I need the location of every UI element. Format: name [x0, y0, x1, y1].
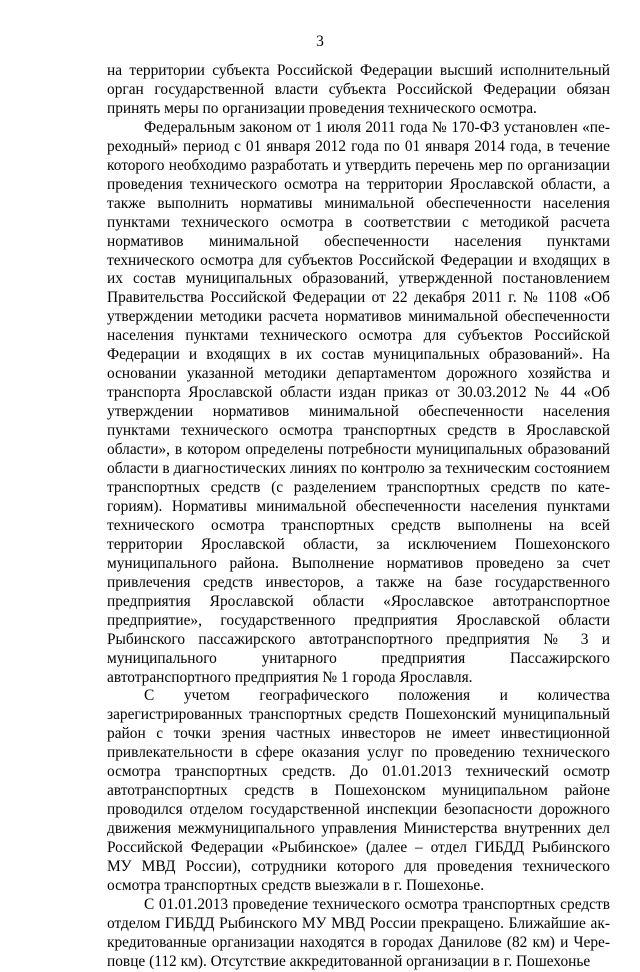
paragraph-continuation: на территории субъекта Российской Федерации высший исполнительный орган государственной власти субъекта Российской Федерации обязан принять меры по организации проведения технического осмотра. [107, 62, 610, 117]
paragraph-federal-law: Федеральным законом от 1 июля 2011 года № 170-ФЗ установлен «переходный» период с 01 января 2012 года по 01 января 2014 года, в течение которого необходимо разработать и утвердить перечень мер по организации проведения технического осмотра на территории Ярославской области, а также выполнить нормативы минимальной обеспеченности населения пунктами технического осмотра в соответствии с методикой расчета нормативов минимальной обеспеченности населения пунктами технического осмотра для субъектов Российской Федерации и входящих в их состав муниципальных образований, утвержденной постановлением Правительства Российской Федерации от 22 декабря 2011 г. № 1108 «Об утверждении методики расчета нормативов минимальной обеспеченности населения пунктами технического осмотра для субъектов Российской Федерации и входящих в их состав муниципальных образований». На основании указанной методики департаментом дорожного хозяйства и транспорта Ярославской области издан приказ от 30.03.2012 № 44 «Об утверждении нормативов минимальной обеспеченности населения пунктами технического осмотра транспортных средств в Ярославской области», в котором определены потребности муниципальных образований области в диагностических линиях по контролю за техническим состоянием транспортных средств (с разделением транспортных средств по категориям). Нормативы минимальной обеспеченности населения пунктами технического осмотра транспортных средств выполнены на всей территории Ярославской области, за исключением Пошехонского муниципального района. Выполнение нормативов проведено за счет привлечения средств инвесторов, а также на базе государственного предприятия Ярославской области «Ярославское автотранспортное предприятие», государственного предприятия Ярославской области Рыбинского пассажирского автотранспортного предприятия № 3 и муниципального унитарного предприятия Пассажирского автотранспортного предприятия № 1 города Ярославля. [107, 118, 610, 686]
paragraph-accreditation: С 01.01.2013 проведение технического осмотра транспортных средств отделом ГИБДД Рыбинского МУ МВД России прекращено. Ближайшие аккредитованные организации находятся в городах Данилове (82 км) и Череповце (112 км). Отсутствие аккредитованной организации в г. Пошехонье [107, 895, 610, 970]
body-text [107, 62, 610, 972]
paragraph-geography: С учетом географического положения и количества зарегистрированных транспортных средств Пошехонский муниципальный район с точки зрения частных инвесторов не имеет инвестиционной привлекательности в сфере оказания услуг по проведению технического осмотра транспортных средств. До 01.01.2013 технический осмотр автотранспортных средств в Пошехонском муниципальном районе проводился отделом государственной инспекции безопасности дорожного движения межмуниципального управления Министерства внутренних дел Российской Федерации «Рыбинское» (далее – отдел ГИБДД Рыбинского МУ МВД России), сотрудники которого для проведения технического осмотра транспортных средств выезжали в г. Пошехонье. [107, 687, 610, 894]
page-number: 3 [316, 33, 324, 50]
